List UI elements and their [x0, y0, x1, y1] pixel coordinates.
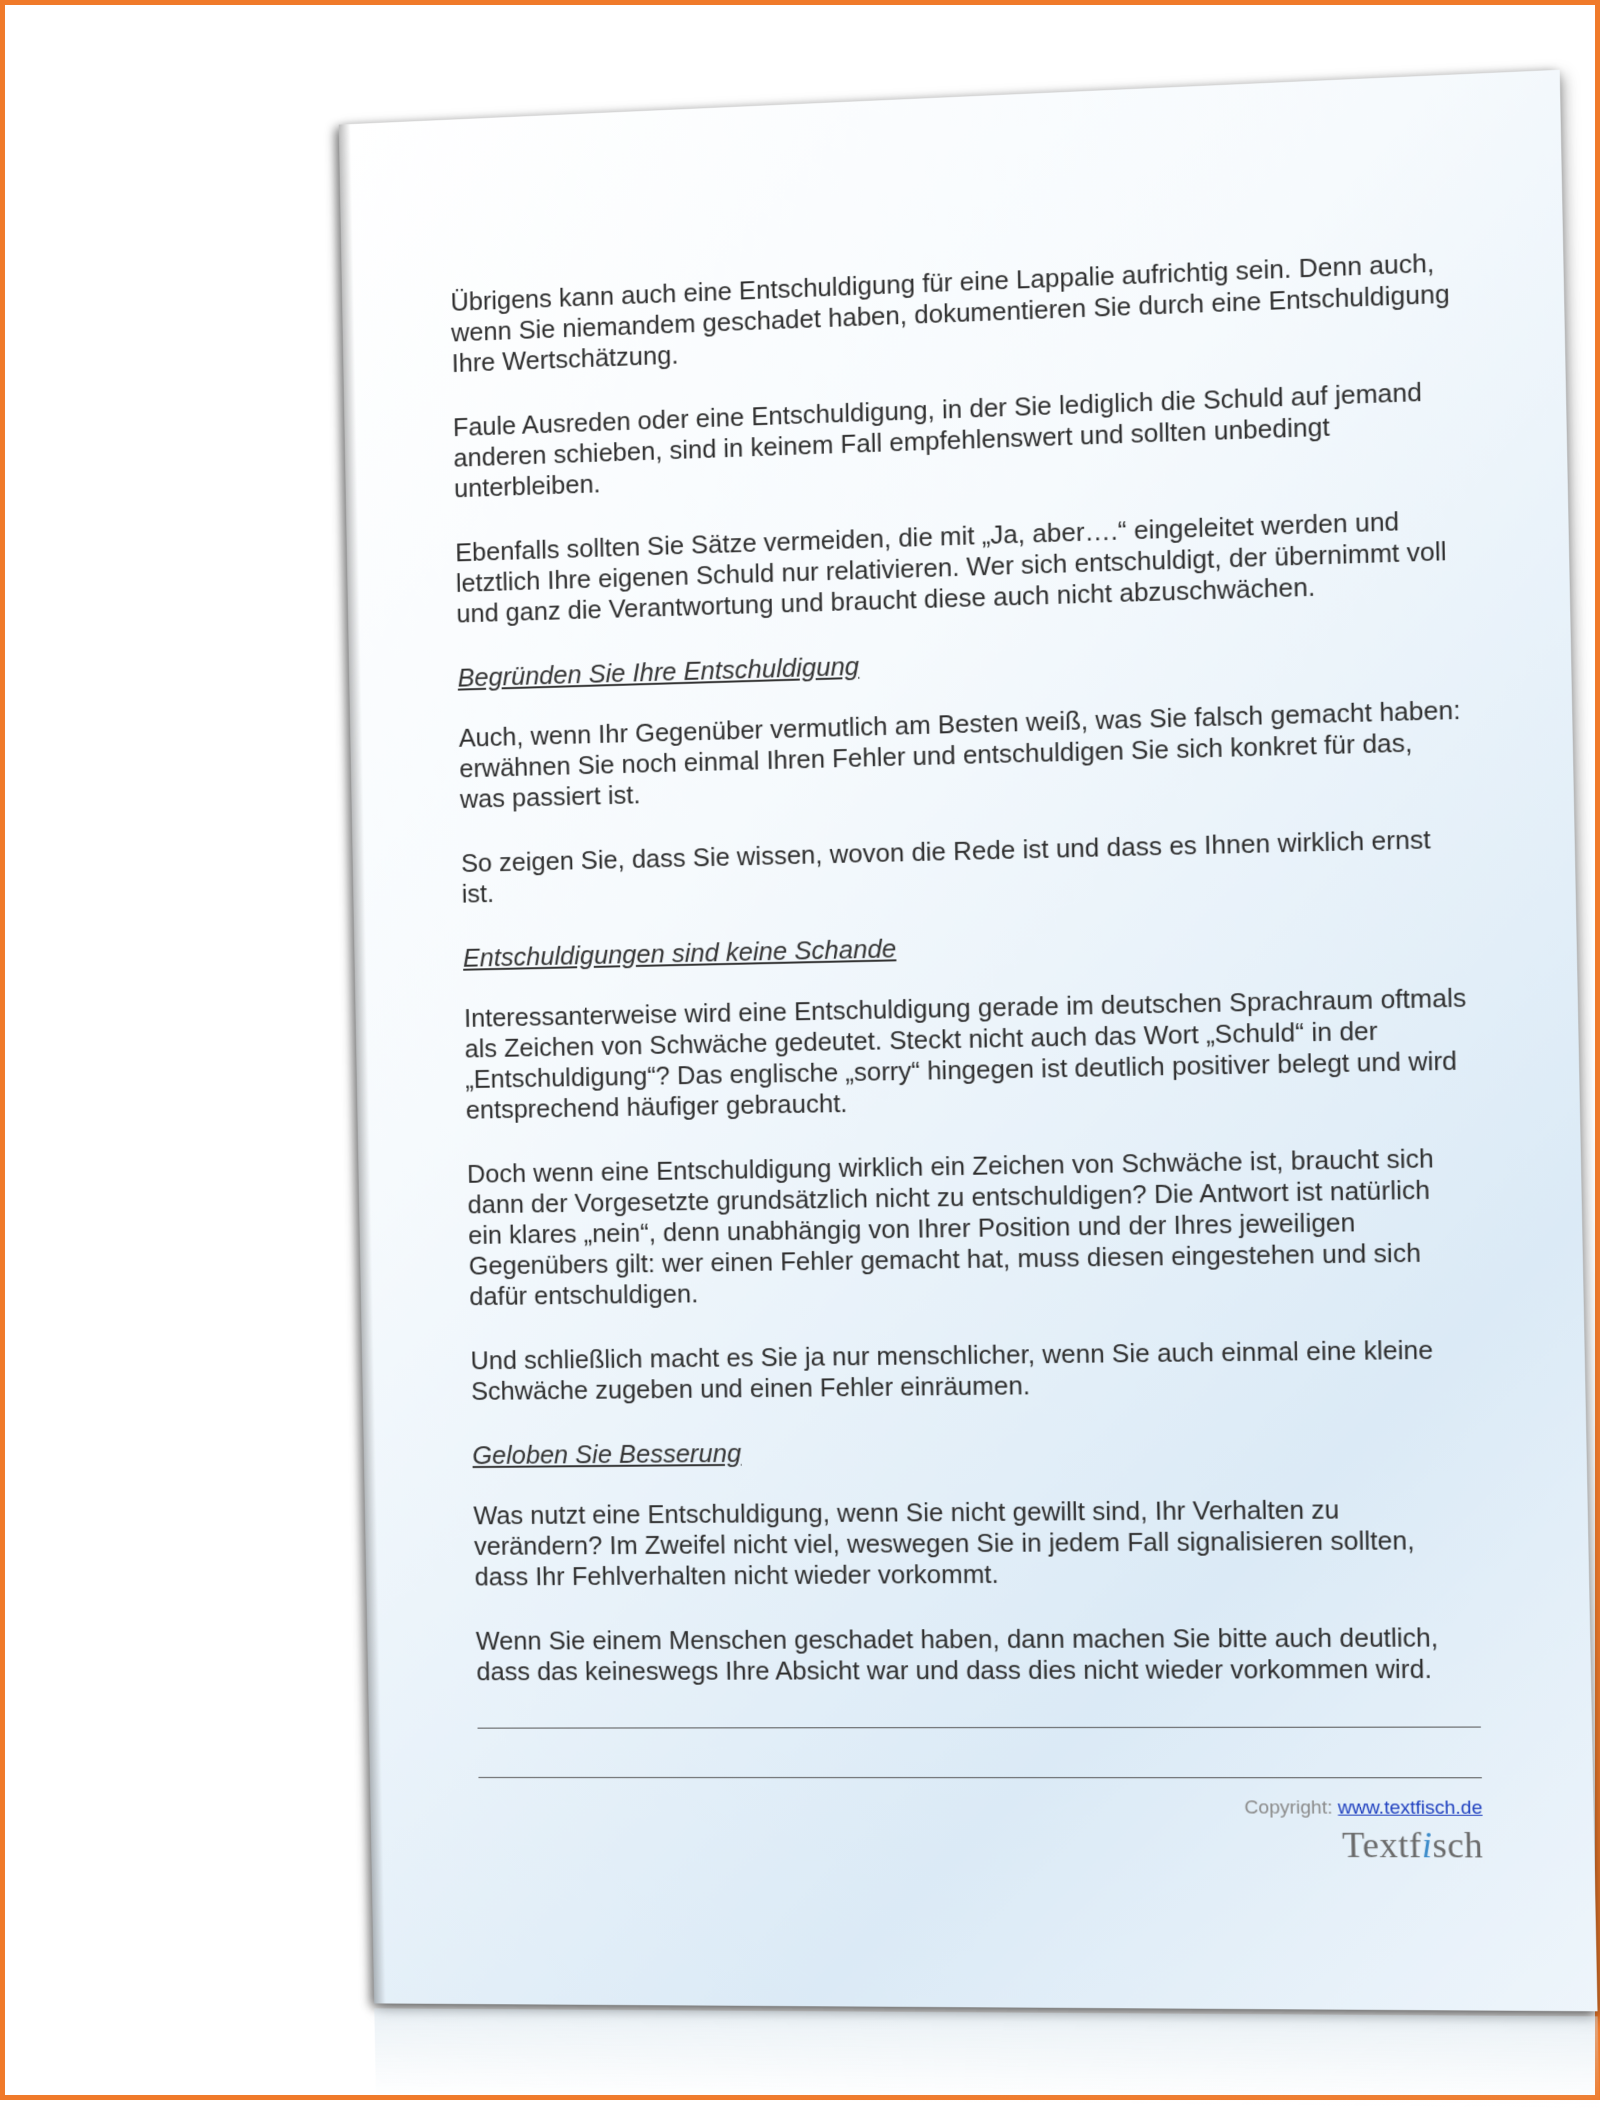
website-link[interactable]: www.textfisch.de	[1337, 1797, 1483, 1819]
intro-paragraph-2: Faule Ausreden oder eine Entschuldigung, in der Sie lediglich die Schuld auf jemand anderen schieben, sind in keinem Fall empfehlenswert und sollten unbedingt unterbleiben.	[452, 376, 1423, 504]
fish-icon: i	[1421, 1824, 1433, 1866]
paper-edge-shadow	[339, 124, 386, 2003]
footer-divider-top	[478, 1727, 1481, 1729]
copyright-label: Copyright:	[1244, 1797, 1333, 1819]
logo-text-end: sch	[1432, 1824, 1484, 1866]
document-body	[450, 247, 1480, 1721]
section-heading-3: Geloben Sie Besserung	[472, 1438, 742, 1471]
paper-sheet	[339, 70, 1598, 2012]
intro-paragraph-1: Übrigens kann auch eine Entschuldigung für eine Lappalie aufrichtig sein. Denn auch, wenn Sie niemandem geschadet haben, dokumentieren Sie durch eine Entschuldigung Ihre Wertschätzung.	[450, 247, 1450, 379]
section-3-paragraph-1: Was nutzt eine Entschuldigung, wenn Sie nicht gewillt sind, Ihr Verhalten zu verändern? Im Zweifel nicht viel, weswegen Sie in jedem Fall signalisieren sollten, dass Ihr Fehlverhalten nicht wieder vorkommt.	[473, 1494, 1415, 1592]
logo-text-start: Textf	[1341, 1824, 1423, 1866]
section-2-paragraph-1: Interessanterweise wird eine Entschuldigung gerade im deutschen Sprachraum oftmals als Zeichen von Schwäche gedeutet. Steckt nicht auch das Wort „Schuld“ in der „Entschuldigung“? Das englische „sorry“ hingegen ist deutlich positiver belegt und wird entsprechend häufiger gebraucht.	[463, 982, 1467, 1125]
page-reflection	[374, 2008, 1599, 2108]
section-1-paragraph-2: So zeigen Sie, dass Sie wissen, wovon die Rede ist und dass es Ihnen wirklich ernst ist.	[460, 824, 1431, 909]
section-2-paragraph-2: Doch wenn eine Entschuldigung wirklich ein Zeichen von Schwäche ist, braucht sich dann der Vorgesetzte grundsätzlich nicht zu entschuldigen? Die Antwort ist natürlich ein klares „nein“, denn unabhängig von Ihrer Position und der Ihres jeweiligen Gegenübers gilt: wer einen Fehler gemacht hat, muss diesen eingestehen und sich dafür entschuldigen.	[466, 1143, 1435, 1312]
textfisch-logo	[1245, 1824, 1484, 1867]
footer-divider-bottom	[478, 1777, 1481, 1778]
intro-paragraph-3: Ebenfalls sollten Sie Sätze vermeiden, die mit „Ja, aber….“ eingeleitet werden und letztlich Ihre eigenen Schuld nur relativieren. Wer sich entschuldigt, der übernimmt voll und ganz die Verantwortung und braucht diese auch nicht abzuschwächen.	[455, 506, 1447, 629]
section-heading-2: Entschuldigungen sind keine Schande	[462, 933, 897, 973]
section-3-paragraph-2: Wenn Sie einem Menschen geschadet haben, dann machen Sie bitte auch deutlich, dass das keineswegs Ihre Absicht war und dass dies nicht wieder vorkommen wird.	[475, 1622, 1439, 1687]
section-heading-1: Begründen Sie Ihre Entschuldigung	[457, 650, 860, 693]
section-1-paragraph-1: Auch, wenn Ihr Gegenüber vermutlich am Besten weiß, was Sie falsch gemacht haben: erwähnen Sie noch einmal Ihren Fehler und entschuldigen Sie sich konkret für das, was passiert ist.	[458, 694, 1461, 814]
copyright-line	[1244, 1797, 1482, 1820]
document-page	[339, 70, 1598, 2012]
footer	[1244, 1797, 1483, 1866]
section-2-paragraph-3: Und schließlich macht es Sie ja nur menschlicher, wenn Sie auch einmal eine kleine Schwäche zugeben und einen Fehler einräumen.	[470, 1334, 1434, 1406]
